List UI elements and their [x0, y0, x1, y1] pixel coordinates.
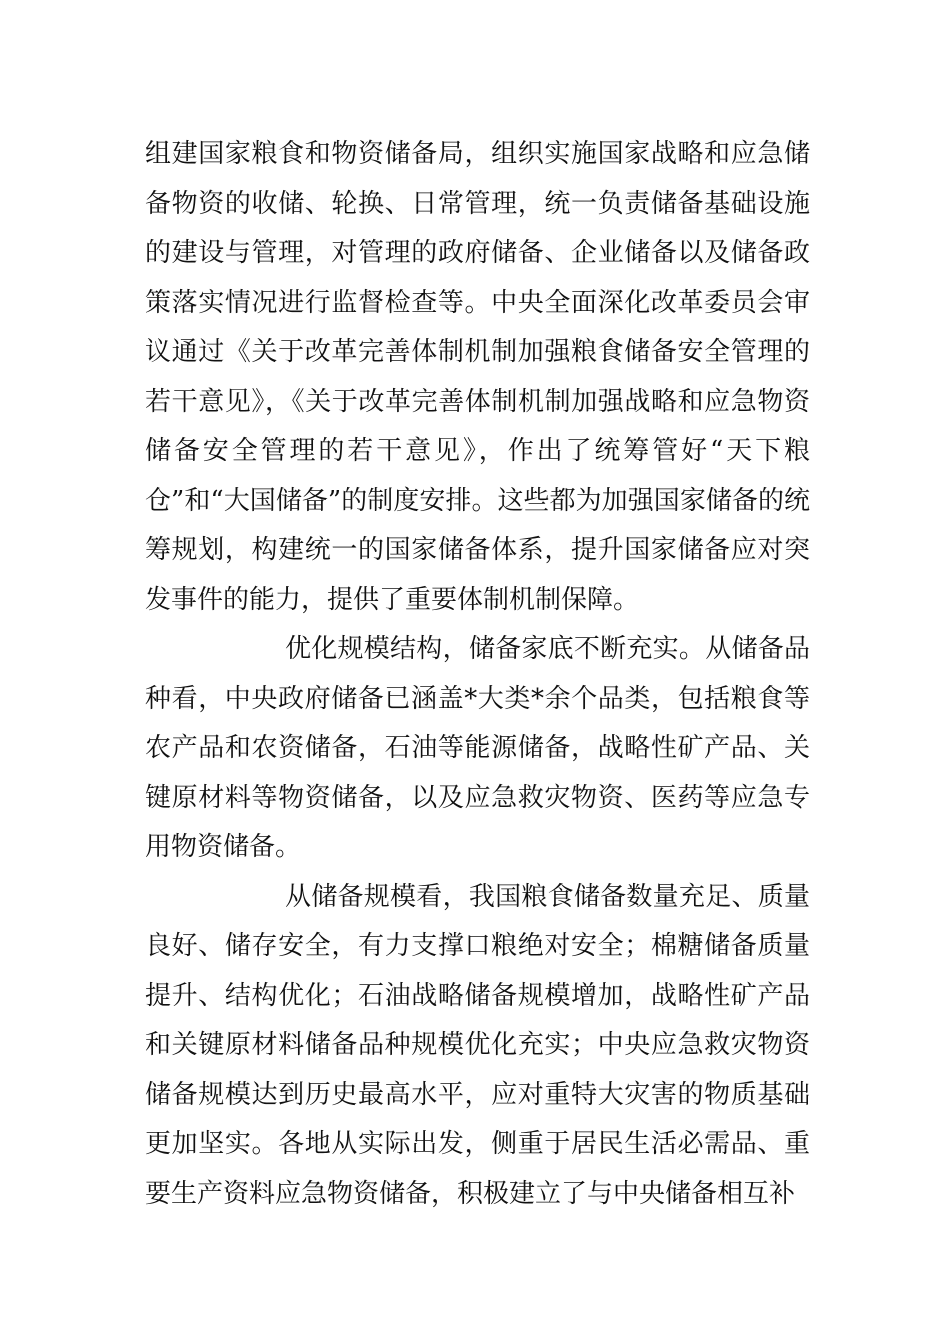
- document-body: [145, 130, 810, 1219]
- paragraph-reserve-bureau: 组建国家粮食和物资储备局，组织实施国家战略和应急储备物资的收储、轮换、日常管理，统一负责储备基础设施的建设与管理，对管理的政府储备、企业储备以及储备政策落实情况进行监督检查等。中央全面深化改革委员会审议通过《关于改革完善体制机制加强粮食储备安全管理的若干意见》，《关于改革完善体制机制加强战略和应急物资储备安全管理的若干意见》，作出了统筹管好“天下粮仓”和“大国储备”的制度安排。这些都为加强国家储备的统筹规划，构建统一的国家储备体系，提升国家储备应对突发事件的能力，提供了重要体制机制保障。: [145, 139, 810, 615]
- paragraph-reserve-scale: 从储备规模看，我国粮食储备数量充足、质量良好、储存安全，有力支撑口粮绝对安全；棉糖储备质量提升、结构优化；石油战略储备规模增加，战略性矿产品和关键原材料储备品种规模优化充实；中央应急救灾物资储备规模达到历史最高水平，应对重特大灾害的物质基础更加坚实。各地从实际出发，侧重于居民生活必需品、重要生产资料应急物资储备，积极建立了与中央储备相互补: [145, 881, 810, 1209]
- paragraph-scale-structure: 优化规模结构，储备家底不断充实。从储备品种看，中央政府储备已涵盖*大类*余个品类，包括粮食等农产品和农资储备，石油等能源储备，战略性矿产品、关键原材料等物资储备，以及应急救灾物资、医药等应急专用物资储备。: [145, 634, 810, 862]
